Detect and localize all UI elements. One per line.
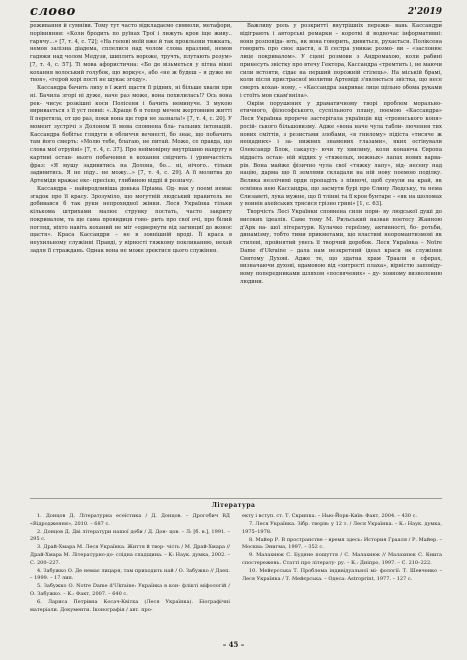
reference-item: екту і вступ. ст. Т. Скрипка. – Нью-Йорк-Київ: Факт, 2004. – 430 с. [242, 513, 417, 519]
left-column [30, 23, 232, 256]
references-left [30, 513, 230, 615]
page-number: – 45 – [222, 640, 245, 649]
reference-item: 10. Мейєрсська Т. Проблема індивідуальної мі- фології: Т. Шевченко – Леся Українка / Т. Мейєрська. – Одеса: Astroprint, 1977. – 127 с. [242, 568, 442, 582]
literature-title: Література [211, 502, 256, 509]
paragraph: Важливу роль у розкритті внутрішніх пережи- вань Кассандри відіграють і авторські ремарки – короткі й водночас інформативні: вони розповіда- ють, як вона говорить, дивиться, рухається. Поліксена говорить про своє щастя, а її сестра уникає розмо- ви – «заслонює лице покривалом». У сцені розмови з Андромахою, коли рабині принесуть звістку про втечу Гектора, Кассандра «тремтить і, не маючи сили встояти, сідає на перший порожній стілець». На міській брамі, коли після пристрасної молитви Артеміді з'являється звістка, що несе смерть кохан- ному, – «Кассандра закриває лице щільно обома руками і стоїть мов скам'яніла». [240, 23, 442, 99]
right-column [240, 23, 442, 287]
reference-item: 5. Забужко О. Notre Dame d'Ukraine: Українка в кон- флікті міфологій / О. Забужко. – К.: Факт, 2007. – 640 с. [30, 583, 230, 597]
journal-logo: слово [30, 4, 76, 19]
paragraph: Творчість Лесі Українки сповнена сили пори- ву людської душі до високих ідеалів. Саме тому М. Рильський назвав поетесу Жанною д'Арк на- шої літератури. Кулачко героїзму, активності, бо- ротьби, динамізму, тобто тими прикметами, що властиві неоромантизмові як стилеві, пройнятий увесь її творчий доробок. Леся Українка – Notre Dame d'Ukraine – дала нам незкретний ідеал краси як служіння Святому Духові. Адже те, що здатна храм Трааля в сферах, визначаючи духові, вдамовою від «хитрості плаха», вірністю заповіду- вому попередниками шляхом «посвячених» – ду- ховному визволенню людини. [240, 209, 442, 285]
reference-item: 1. Донцов Д. Літературна есеїстика / Д. Донцов. – Дрогобич ВД «Відродження», 2010. – 687 с. [30, 513, 230, 527]
reference-item: 3. Драй-Хмара М. Леся Українка. Життя й твор- чість / М. Драй-Хмара // Драй-Хмара М. Літературно-до- слідна спадщина. – К: Наук. думка, 2002. – С. 200–227. [30, 544, 230, 566]
paragraph: Кассандра – найвродливіша донька Пріама. Од- нак у поемі немає згадок про її красу. Зрозуміло, що могутній людський правитель не добивався б так руки непрохидної жінки. Леся Українка тільки кількома штрихами малює струнку постать, часто закриту покривалом, та ще сама провидиця гово- рить про свої очі, про білий погляд, ніхто навіть коханий не міг «одвернути від загинциї до жонос щастя». Краса Кассандри – не в зовнішній вроді. Її краса в неухильному служінні Правді, у вірності тяжкому покликанню, нехай задля її страждань. Однак вона не може зректися цього служіння. [30, 185, 232, 254]
paragraph: Кассандра бачить лиху в ї житі щастя її рідних, ні більше хвали при ні. Бачила згорі ні дуже, наче раз може, вона похилилась!? Ось вона рек- чисує розкішні коси Полісени і бачить неминуче. З мукою виривається з її уст певні: «..Краще б я тепер мечем жертовним житті її перетяла, от цю раз, поки вона ще горя не зазнала!» [7, т. 4, с. 20]. У момент зустрічі з Долоном її мова сповнена бла- гальних інтонацій. Кассандра бобітьє глядуги в обличчя вечнесті, бо знає, що побачить там його смерть: «Молю тебе, благаю, не питай. Може, се правда, що слова мої отруйні» [7, т. 4, с. 37]. Про неймовірну внутрішню напругу в картині остан- нього побачення в кохання свідчить і уривчастість фраз: «Я мушу задивитись на Долона, бо... ні, нічого.. тільки задивитись. Я не піду.. не можу...» [7, т. 4, с. 29]. А її молитва до Артеміди вражає екс- пресією, глибиною віддіі й розпачу. [30, 85, 232, 184]
reference-item: 8. Майер Р. В пространстве – время здесь: История Грааля / Р. Майер. – Москва: Энигма, 1997. – 352 с. [242, 536, 442, 551]
header-rule [30, 21, 442, 22]
reference-item: 7. Леся Українка. Зібр. творів: у 12 т. / Леся Українка. – К.: Наук. думка, 1975–1978. [242, 521, 442, 535]
reference-item: 9. Малахнюк С. Будяне пошуття / С. Малахнюк // Малахнюк С. Книга спостережень. Статті про літерату- ру. – К.: Дніпро, 1997. – С. 210–222. [242, 552, 442, 567]
reference-item: 4. Забужко О. Де немає лицаря, там приходить най / О. Забужко // Дзеп. – 1999. – 17 лип. [30, 567, 230, 582]
paragraph: реживання й сумніви. Тому тут часто відкладаємо символи, метафори, порівняння: «Коли бродить по руїнах Трої і лижуть кров іще живу.. гарячу...» [7, т. 4, с. 72]; «На голові моїй вже й так прокльони тяжкать, немов залізна діадема, сплелися над чолом слова вразливі, немов гадюки над чолом Медузи, шиплять вороже, тручть, плутають розум» [7, т. 4, с. 57]. Ті мова афористична: «Бо де візьметься у пітна вікні кохання волоський голубок, що воркує», або «не ж будеш – я дуже не твоя», «герой корі пості не шукає згоду». [30, 23, 232, 84]
reference-item: 2. Донцов Д. Дві літератури нашої доби / Д. Дон- цов. – Л: [б. в.], 1991. – 295 с. [30, 528, 230, 543]
paragraph: Окрім порушених у драматичному творі проблем морально-етичного, філософського, суспільного плану, поемою «Кассандра» Леся Українка прорече застерігала українців від «троянського коня» росій- ського більшовизму. Адже «вона наче чула табли- лючення тих нових сміттів, з резистьми злобами, «в гнилому» підіста «тисяче ж нещадних» і за- нижних знамених глазами», яких осгівували Олександр Блок, сакаусу- ючи ту хвилину, коли конаюча Європа віддасть остан- ній віддих у «тяжелых, нежных» лапах нових варва- рів. Вона майже фізично чула свої «тяжку лапу», від- несену над націю, дарма що її землями складали на ній нову поемою поділку. Велика незлічимі орди пропадіть з півночі, щоб сунули на край, як осміяна нею Кассандра, що засмути бурі про Єлину Людську, та нема Єлизаветі, лука мужне, що її тлінні та її кров бунтаре – «як на шоломах у воинів ахейських трясися грізно гриві» [1, с. 63]. [240, 100, 442, 208]
section-divider [30, 498, 442, 499]
issue-number: 2'2019 [407, 7, 442, 17]
reference-item: 6. Лариса Петрівна Косач-Квітка (Леся Українка). Біографічні матеріали. Документи. Іконографія / авт. про- [30, 599, 230, 613]
references-right [242, 513, 442, 584]
